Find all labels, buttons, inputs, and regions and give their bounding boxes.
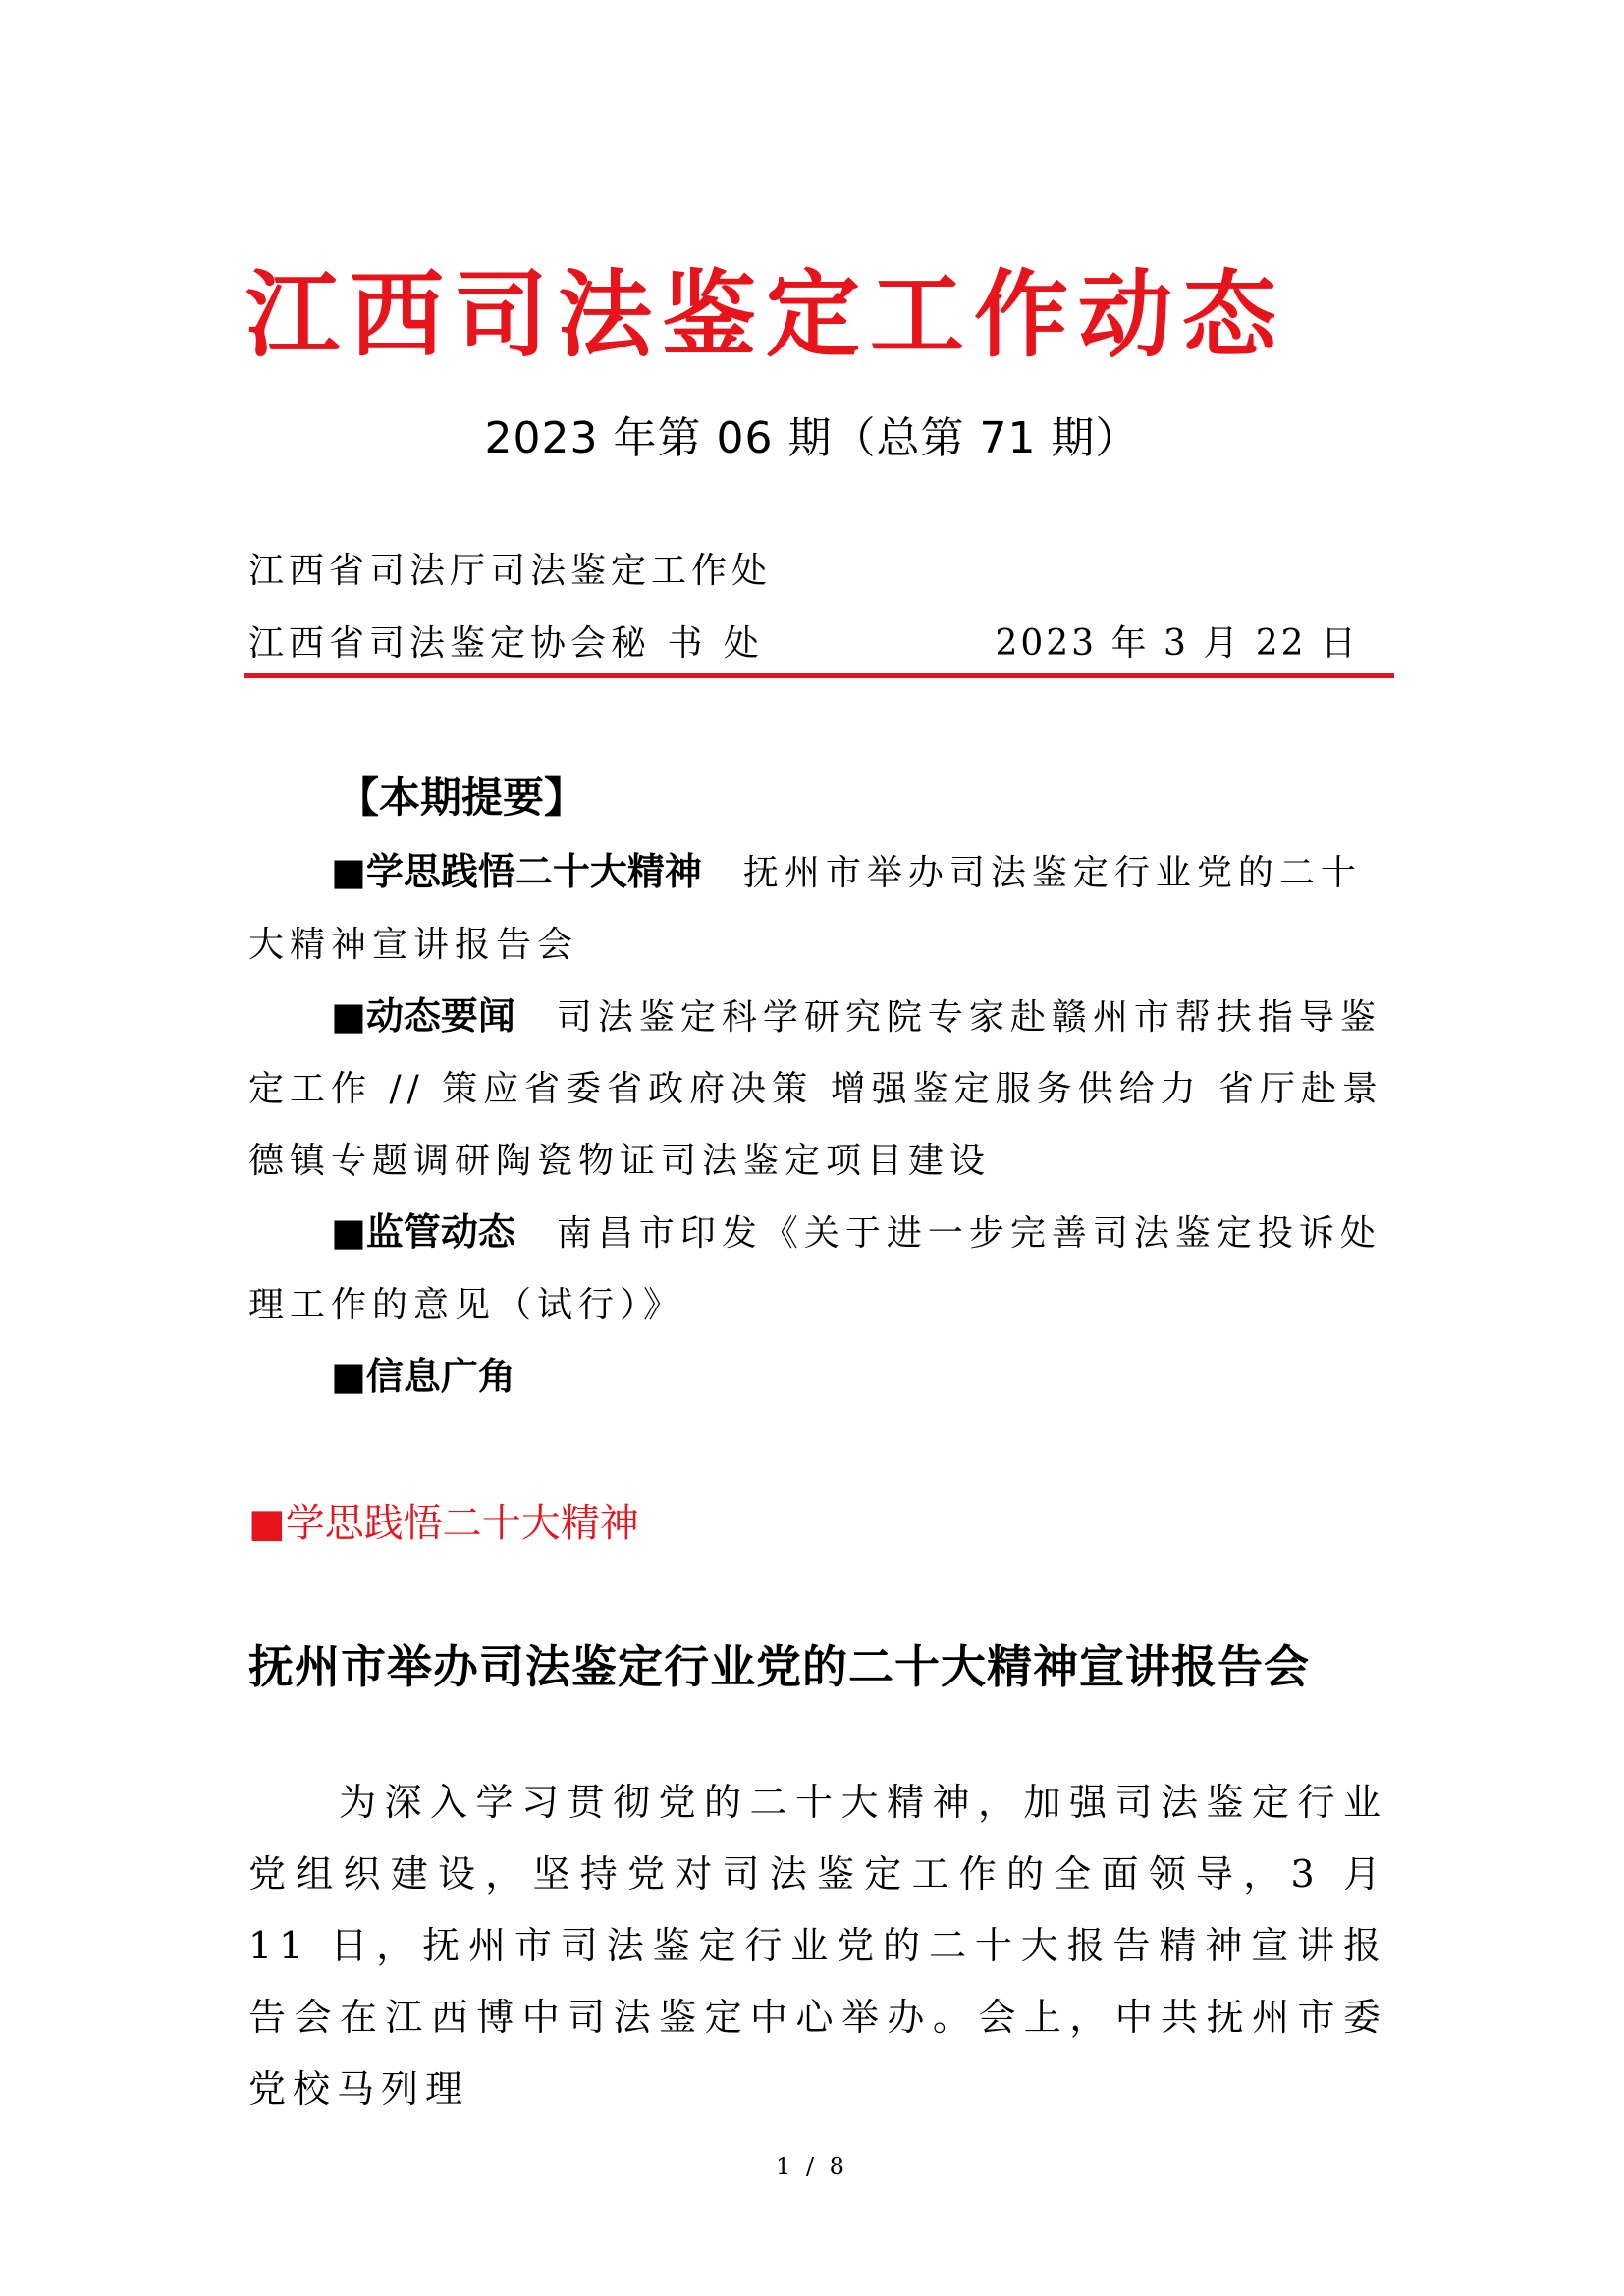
page-number: 1 / 8 — [776, 2153, 848, 2180]
summary-item-text: 抚州市举办司法鉴定行业党的二十大精神宣讲报告会 — [248, 853, 1362, 965]
summary-item — [248, 1197, 1387, 1341]
issuer-line-2: 江西省司法鉴定协会秘 书 处 — [248, 623, 764, 664]
issue-number: 2023 年第 06 期（总第 71 期） — [484, 413, 1140, 463]
bullet-square-icon: ■ — [331, 850, 366, 893]
summary-item — [248, 836, 1387, 981]
bullet-square-icon: ■ — [331, 994, 366, 1038]
issuer-line-1: 江西省司法厅司法鉴定工作处 — [248, 551, 773, 591]
summary-item-tag: ■信息广角 — [331, 1355, 515, 1398]
summary-title: 【本期提要】 — [338, 774, 586, 822]
section-heading: ■学思践悟二十大精神 — [248, 1501, 639, 1546]
bullet-square-icon: ■ — [331, 1210, 366, 1254]
article-title: 抚州市举办司法鉴定行业党的二十大精神宣讲报告会 — [248, 1640, 1310, 1693]
masthead-title: 江西司法鉴定工作动态 — [245, 260, 1286, 370]
red-divider — [244, 673, 1394, 678]
summary-item-tag: ■动态要闻 — [331, 994, 515, 1038]
summary-item-text: 司法鉴定科学研究院专家赴赣州市帮扶指导鉴定工作 // 策应省委省政府决策 增强鉴定服务供给力 省厅赴景德镇专题调研陶瓷物证司法鉴定项目建设 — [248, 997, 1384, 1181]
article-body: 为深入学习贯彻党的二十大精神，加强司法鉴定行业党组织建设，坚持党对司法鉴定工作的全面领导，3 月 11 日，抚州市司法鉴定行业党的二十大报告精神宣讲报告会在江西博中司法鉴定中心举办。会上，中共抚州市委党校马列理 — [248, 1781, 1387, 2110]
summary-item-tag: ■学思践悟二十大精神 — [331, 850, 702, 893]
summary-item-text: 南昌市印发《关于进一步完善司法鉴定投诉处理工作的意见（试行）》 — [248, 1213, 1381, 1325]
summary-item-tag: ■监管动态 — [331, 1210, 515, 1254]
summary-item — [248, 981, 1387, 1197]
bullet-square-icon: ■ — [331, 1355, 366, 1398]
issue-date: 2023 年 3 月 22 日 — [995, 623, 1359, 664]
summary-list — [248, 836, 1387, 1414]
summary-item — [248, 1341, 1387, 1414]
